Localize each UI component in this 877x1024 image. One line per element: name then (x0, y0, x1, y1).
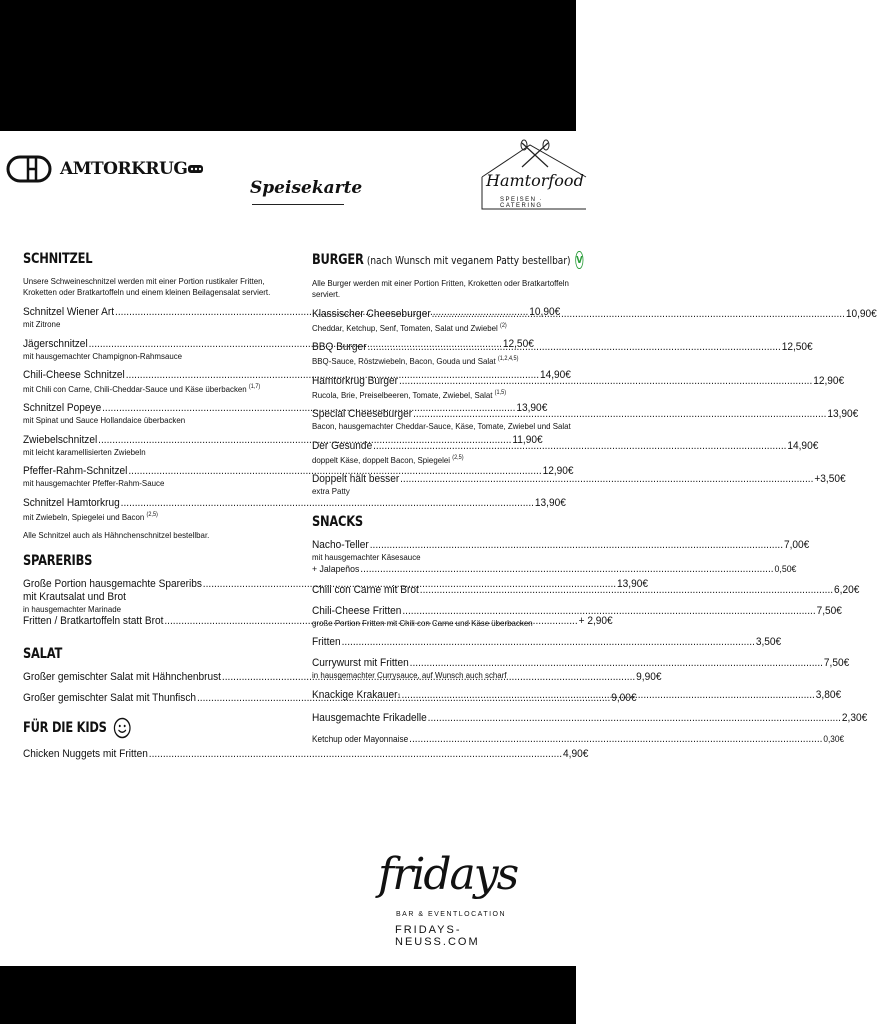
item-name: Knackige Krakauer (312, 688, 398, 701)
vegan-icon: V (575, 251, 583, 269)
spareribs-line2: mit Krautsalat und Brot (23, 591, 126, 604)
menu-item (312, 374, 845, 400)
dot-leader (400, 473, 813, 486)
item-desc: in hausgemachter Marinade (23, 604, 122, 615)
hamtorfood-logo (478, 133, 588, 213)
item-price: 13,90€ (617, 578, 649, 591)
item-price: 9,00€ (611, 691, 637, 704)
burger-intro: Alle Burger werden mit einer Portion Fritten, Kroketten oder Bratkartoffeln serviert. (312, 278, 569, 299)
item-desc (23, 478, 248, 489)
kids-title-text: FÜR DIE KIDS (23, 719, 107, 736)
menu-item (23, 496, 566, 522)
item-desc-text: große Portion Fritten mit Chili con Carne und Käse überbacken (312, 617, 533, 628)
item-desc-text: mit leicht karamellisierten Zwiebeln (23, 446, 146, 457)
dot-leader (149, 748, 562, 761)
menu-item-line (312, 604, 842, 618)
top-black-band (0, 0, 576, 131)
item-allergen-note: (1,2,4,5) (497, 356, 519, 363)
item-name: Klassischer Cheeseburger (312, 308, 431, 320)
item-price: 10,90€ (529, 306, 561, 318)
burger-list (312, 308, 877, 496)
item-price: 14,90€ (539, 369, 571, 381)
menu-item-line (312, 657, 850, 670)
item-desc (312, 618, 553, 629)
item-desc: mit hausgemachter Käsesauce (312, 552, 421, 563)
menu-item-line (312, 408, 859, 421)
dot-leader (432, 308, 845, 321)
logo-right-text: Hamtorfood (486, 171, 584, 190)
item-allergen-note: (2) (499, 323, 507, 329)
item-allergen-note: (2,5) (452, 454, 464, 461)
item-price: 12,90€ (813, 374, 845, 387)
item-name: Der Gesunde (312, 439, 373, 452)
item-desc (23, 447, 248, 458)
dot-leader (370, 539, 783, 552)
menu-item (312, 408, 859, 432)
dot-leader (399, 375, 812, 388)
menu-item (312, 472, 846, 497)
dot-leader (410, 657, 823, 670)
item-name: Chicken Nuggets mit Fritten (23, 747, 148, 760)
item-desc (312, 321, 553, 333)
item-name: Hamtorkrug Burger (312, 374, 399, 387)
small-item-line (312, 733, 845, 746)
item-price: 7,50€ (816, 604, 842, 617)
item-price: 12,90€ (542, 465, 574, 478)
smiley-icon (113, 717, 131, 739)
item-name: Schnitzel Wiener Art (23, 306, 115, 318)
menu-item-line (23, 465, 574, 478)
item-name: Chili-Cheese Fritten (312, 604, 402, 617)
item-price: 7,50€ (823, 657, 850, 670)
bottom-black-band (0, 966, 576, 1024)
guitar-icon (14, 151, 58, 187)
fridays-url: FRIDAYS-NEUSS.COM (395, 924, 480, 948)
item-desc-text: BBQ-Sauce, Röstzwiebeln, Bacon, Gouda und Salat (312, 356, 496, 367)
item-name: Großer gemischter Salat mit Hähnchenbrust (23, 670, 221, 683)
nacho-line (312, 539, 810, 552)
item-desc (23, 510, 248, 522)
page-title: Speisekarte (250, 178, 363, 198)
item-desc-text: Bacon, hausgemachter Cheddar-Sauce, Käse, Tomate, Zwiebel und Salat (312, 421, 571, 432)
menu-item-line (312, 711, 868, 725)
item-desc (312, 453, 553, 465)
item-name: Schnitzel Popeye (23, 402, 102, 415)
schnitzel-intro: Unsere Schweineschnitzel werden mit einer Portion rustikaler Fritten, Kroketten oder Bratkartoffeln und einem kleinen Beilagensalat serviert. (23, 276, 271, 297)
item-desc-text: in hausgemachter Currysauce, auf Wunsch auch scharf (312, 670, 507, 681)
title-underline (252, 204, 344, 205)
item-name: Special Cheeseburger (312, 408, 413, 421)
item-price: 6,20€ (834, 583, 860, 596)
item-price: 11,90€ (512, 433, 543, 446)
item-price: 3,80€ (815, 688, 842, 701)
item-desc-text: mit Spinat und Sauce Hollandaice überbacken (23, 415, 186, 426)
dot-leader (428, 712, 841, 725)
item-name: Hausgemachte Frikadelle (312, 711, 427, 724)
item-name: Nacho-Teller (312, 539, 369, 552)
item-name: Chili con Carne mit Brot (312, 583, 419, 596)
item-price: 0,30€ (823, 733, 845, 744)
item-price: 10,90€ (845, 308, 877, 320)
item-name: Schnitzel Hamtorkrug (23, 496, 120, 509)
schnitzel-note: Alle Schnitzel auch als Hähnchenschnitzel bestellbar. (23, 530, 210, 541)
item-name: Chili-Cheese Schnitzel (23, 369, 125, 381)
item-price: 13,90€ (516, 402, 548, 415)
item-desc (23, 351, 248, 362)
item-desc (312, 388, 553, 400)
item-price: 3,50€ (755, 636, 782, 649)
nacho-item (312, 539, 810, 576)
item-desc-text: doppelt Käse, doppelt Bacon, Spiegelei (312, 454, 451, 465)
menu-item-line (312, 374, 845, 388)
item-desc-text: mit Zwiebeln, Spiegelei und Bacon (23, 511, 145, 522)
menu-item-line (312, 308, 877, 321)
menu-item-line (23, 496, 566, 510)
item-name: Fritten / Bratkartoffeln statt Brot (23, 614, 164, 627)
menu-item-line (312, 341, 813, 354)
item-desc (312, 421, 571, 432)
item-price: 2,30€ (841, 711, 868, 724)
dot-leader (367, 341, 780, 354)
section-title-spareribs: SPARERIBS (23, 553, 93, 570)
item-allergen-note: (1,7) (248, 384, 261, 390)
item-price: +3,50€ (814, 472, 846, 485)
item-desc-text: Rucola, Brie, Preiselbeeren, Tomate, Zwiebel, Salat (312, 389, 493, 400)
item-price: 13,90€ (534, 496, 566, 509)
section-title-kids (23, 717, 224, 739)
item-desc-text: mit hausgemachter Champignon-Rahmsauce (23, 350, 183, 361)
logo-right-subtitle: SPEISEN · CATERING (500, 197, 544, 209)
item-name: Currywurst mit Fritten (312, 657, 409, 670)
menu-item-line (23, 747, 589, 761)
item-desc-text: Cheddar, Ketchup, Senf, Tomaten, Salat und Zwiebel (312, 322, 498, 333)
item-name: Großer gemischter Salat mit Thunfisch (23, 691, 197, 704)
item-name: Zwiebelschnitzel (23, 433, 98, 446)
menu-item (23, 747, 589, 761)
dot-leader (373, 440, 786, 453)
item-price: 0,50€ (774, 563, 797, 575)
dot-leader (413, 408, 826, 421)
hamtorkrug-logo (14, 149, 205, 189)
dot-leader (360, 563, 773, 576)
logo-left-text: AMTORKRUG (60, 159, 188, 179)
item-name: BBQ Burger (312, 341, 367, 354)
item-name: Jägerschnitzel (23, 337, 88, 350)
item-price: 14,90€ (787, 439, 819, 452)
item-allergen-note: (1,5) (494, 389, 507, 396)
burger-title-note: (nach Wunsch mit veganem Patty bestellbar) (366, 253, 571, 267)
menu-item (312, 636, 782, 649)
item-desc-text: extra Patty (312, 485, 350, 496)
item-price: 13,90€ (827, 408, 859, 421)
item-desc (312, 486, 553, 497)
guitar-head-icon (187, 162, 205, 176)
menu-item-line (312, 472, 846, 486)
menu-item (312, 341, 813, 367)
item-name: Große Portion hausgemachte Spareribs (23, 578, 202, 591)
kids-list (23, 747, 589, 761)
dot-leader (409, 733, 822, 746)
section-title-salat: SALAT (23, 645, 63, 662)
item-price: + 2,90€ (578, 614, 613, 627)
burger-title-text: BURGER (312, 252, 364, 268)
menu-item-line (312, 636, 782, 649)
item-desc (312, 670, 553, 681)
item-desc (23, 415, 248, 426)
item-price: 12,50€ (502, 337, 534, 350)
item-allergen-note: 1 (397, 693, 401, 700)
dot-leader (402, 605, 815, 618)
dot-leader (402, 689, 815, 702)
section-title-snacks: SNACKS (312, 514, 363, 531)
item-allergen-note: (2,5) (146, 511, 158, 518)
item-price: 7,00€ (783, 539, 810, 552)
item-desc-text: mit Zitrone (23, 319, 61, 329)
section-title-schnitzel: SCHNITZEL (23, 251, 93, 267)
menu-page (0, 131, 877, 966)
item-name: Fritten (312, 636, 341, 649)
item-name: Pfeffer-Rahm-Schnitzel (23, 465, 128, 478)
item-name: + Jalapeños (312, 563, 360, 575)
item-price: 4,90€ (563, 747, 589, 760)
item-desc (23, 319, 248, 330)
fridays-logo (378, 849, 538, 949)
item-name: Ketchup oder Mayonnaise (312, 733, 409, 744)
nacho-extra-line (312, 563, 797, 576)
item-desc-text: mit Chili con Carne, Chili-Cheddar-Sauce und Käse überbacken (23, 383, 247, 394)
item-price: 12,50€ (781, 341, 813, 354)
menu-item (312, 308, 877, 333)
fridays-subtitle: BAR & EVENTLOCATION (396, 911, 507, 918)
item-price: 9,90€ (636, 670, 662, 683)
section-title-burger (312, 251, 583, 269)
dot-leader (342, 636, 755, 649)
item-desc (23, 382, 261, 394)
item-name: Doppelt hält besser (312, 472, 400, 485)
menu-item (312, 711, 868, 725)
item-desc (312, 354, 553, 366)
dot-leader (420, 584, 833, 597)
item-desc-text: mit hausgemachter Pfeffer-Rahm-Sauce (23, 478, 165, 489)
fridays-script: fridays (378, 849, 518, 900)
